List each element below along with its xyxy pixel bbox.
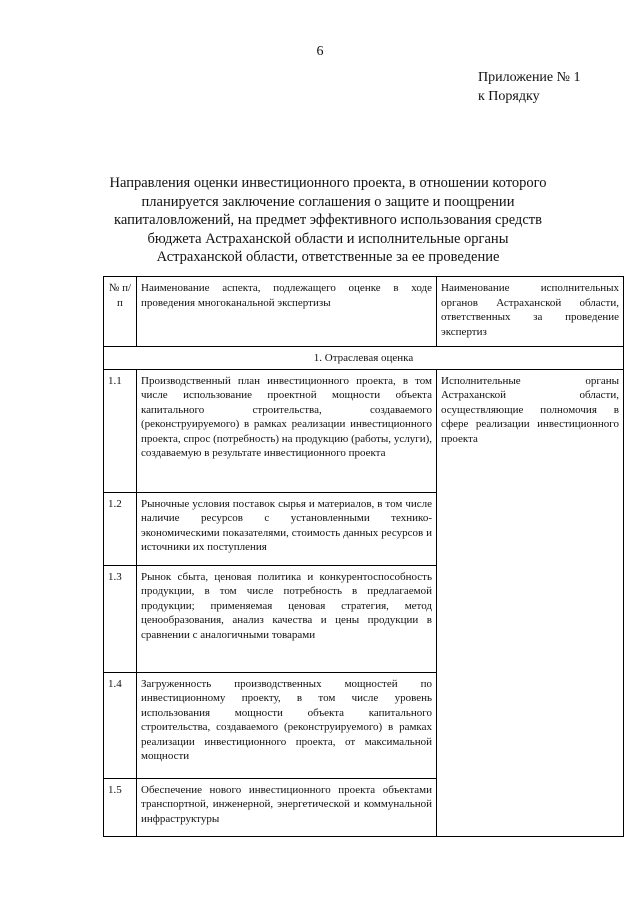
row-num: 1.4	[104, 672, 137, 778]
responsible-organs: Исполнительные органы Астраханской области, осуществляющие полномочия в сфере реализации инвестиционного проекта	[437, 369, 624, 836]
assessment-table	[103, 276, 624, 837]
title-line: бюджета Астраханской области и исполнительные органы	[147, 230, 509, 247]
title-line: Астраханской области, ответственные за ее проведение	[156, 249, 500, 265]
header-aspect: Наименование аспекта, подлежащего оценке в ходе проведения многоканальной экспертизы	[137, 277, 437, 347]
page-number: 6	[316, 44, 324, 59]
row-aspect: Рыночные условия поставок сырья и материалов, в том числе наличие ресурсов с установленными технико-экономическими показателями, стоимость данных ресурсов и источники их поступления	[137, 492, 437, 565]
row-aspect: Производственный план инвестиционного проекта, в том числе использование проектной мощности объекта капитального строительства, создаваемого (реконструируемого) в рамках реализации инвестиционного проекта, спрос (потребность) на продукцию (работы, услуги), создаваемую в результате инвестиционного проекта	[137, 369, 437, 492]
title-line: Направления оценки инвестиционного проекта, в отношении которого	[109, 175, 547, 191]
row-aspect: Загруженность производственных мощностей по инвестиционному проекту, в том числе уровень использования мощности объекта капитального строительства, создаваемого (реконструируемого) в рамках реализации инвестиционного проекта, от максимальной мощности	[137, 672, 437, 778]
header-org: Наименование исполнительных органов Астраханской области, ответственных за проведение экспертиз	[437, 277, 624, 347]
header-num: № п/п	[104, 277, 137, 347]
document-title	[100, 174, 556, 267]
table-row	[104, 369, 624, 492]
title-line: капиталовложений, на предмет эффективного использования средств	[114, 212, 542, 228]
appendix-note	[478, 68, 581, 106]
row-num: 1.2	[104, 492, 137, 565]
appendix-line-2: к Порядку	[478, 89, 540, 104]
row-aspect: Обеспечение нового инвестиционного проекта объектами транспортной, инженерной, энергетической и коммунальной инфраструктуры	[137, 778, 437, 836]
section-row	[104, 347, 624, 370]
row-num: 1.5	[104, 778, 137, 836]
section-title: 1. Отраслевая оценка	[104, 347, 624, 370]
row-num: 1.1	[104, 369, 137, 492]
appendix-line-1: Приложение № 1	[478, 70, 581, 85]
table-header-row	[104, 277, 624, 347]
row-num: 1.3	[104, 565, 137, 672]
title-line: планируется заключение соглашения о защите и поощрении	[141, 193, 515, 210]
row-aspect: Рынок сбыта, ценовая политика и конкурентоспособность продукции, в том числе потребность в предлагаемой продукции; применяемая ценовая стратегия, метод ценообразования, анализ качества и цены продукции в сравнении с аналогичными товарами	[137, 565, 437, 672]
